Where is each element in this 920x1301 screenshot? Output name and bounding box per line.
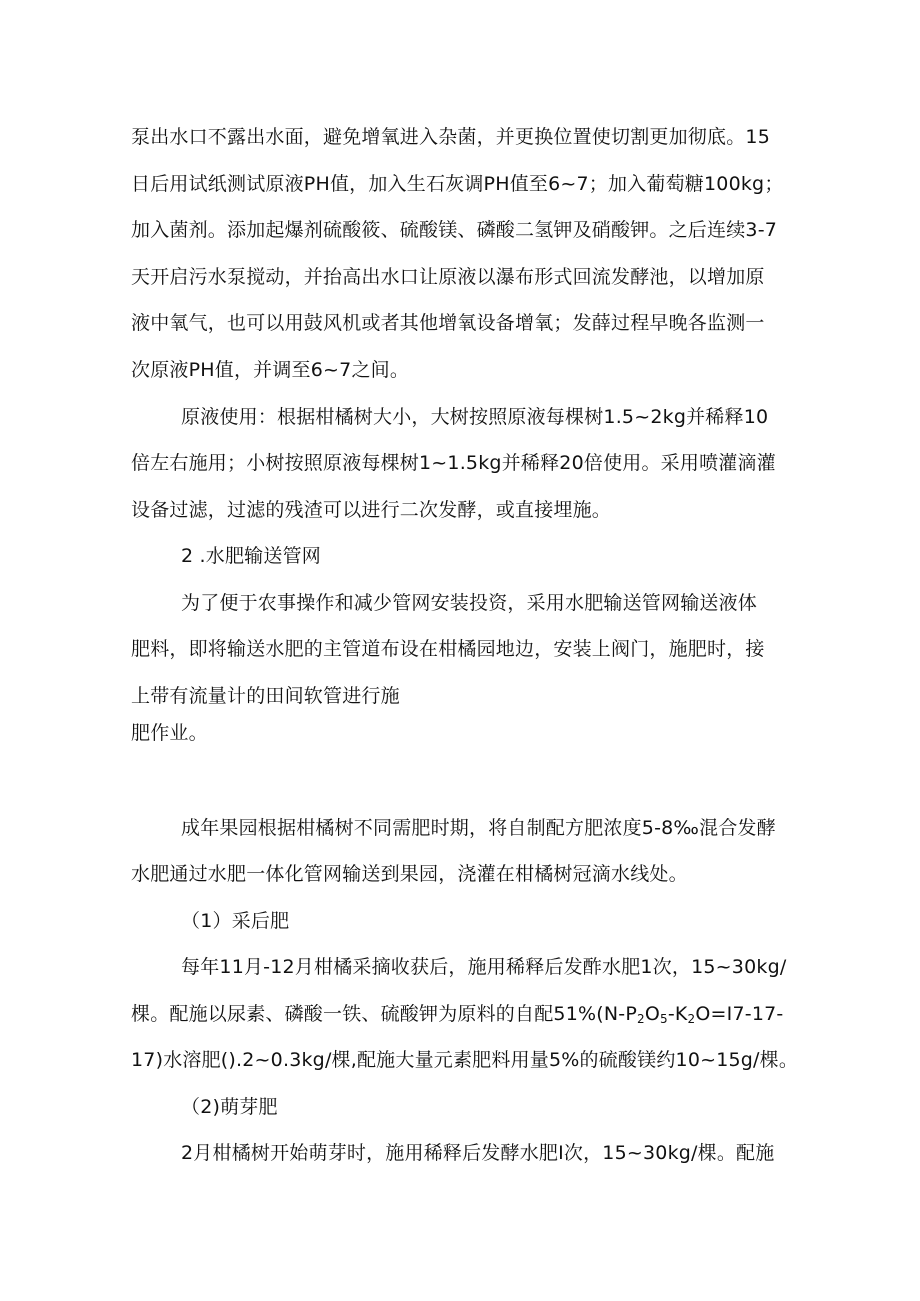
- text-line: 次原液PH值，并调至6~7之间。: [131, 359, 410, 381]
- text-line: 天开启污水泵搅动，并抬高出水口让原液以瀑布形式回流发酵池，以增加原: [131, 266, 765, 288]
- text-line: 日后用试纸测试原液PH值，加入生石灰调PH值至6~7；加入葡萄糖100kg；: [131, 173, 784, 195]
- formula-suffix: O=I7-17-: [695, 1003, 784, 1025]
- text-line: 2月柑橘树开始萌芽时，施用稀释后发酵水肥I次，15~30kg/棵。配施: [181, 1142, 775, 1164]
- text-line: 肥作业。: [131, 722, 208, 744]
- text-line: 水肥通过水肥一体化管网输送到果园，浇灌在柑橘树冠滴水线处。: [131, 863, 688, 885]
- text-line: 设备过滤，过滤的残渣可以进行二次发酵，或直接埋施。: [131, 499, 612, 521]
- formula-part: O: [644, 1003, 660, 1025]
- text-line: 加入菌剂。添加起爆剂硫酸筱、硫酸镁、磷酸二氢钾及硝酸钾。之后连续3-7: [131, 219, 778, 241]
- section-heading: 2 .水肥输送管网: [181, 545, 321, 567]
- text-line: 泵出水口不露出水面，避免增氧进入杂菌，并更换位置使切割更加彻底。15: [131, 126, 770, 148]
- sub-heading: （1）采后肥: [181, 910, 290, 932]
- formula-part: -K: [667, 1003, 688, 1025]
- subscript: 5: [659, 1012, 668, 1026]
- text-line: 每年11月-12月柑橘采摘收获后，施用稀释后发酢水肥1次，15~30kg/: [181, 956, 787, 978]
- text-line: 为了便于农事操作和减少管网安装投资，采用水肥输送管网输送液体: [181, 592, 758, 614]
- formula-prefix: 棵。配施以尿素、磷酸一铁、硫酸钾为原料的自配51%(N-P: [131, 1003, 637, 1025]
- text-line: 17)水溶肥().2~0.3kg/棵,配施大量元素肥料用量5%的硫酸镁约10~15g∕棵。: [131, 1049, 799, 1071]
- text-line: 液中氧气，也可以用鼓风机或者其他增氧设备增氧；发薛过程早晚各监测一: [131, 312, 765, 334]
- subscript: 2: [636, 1012, 645, 1026]
- text-line-formula: [131, 1001, 783, 1027]
- text-line: 肥料，即将输送水肥的主管道布设在柑橘园地边，安装上阀门，施肥时，接: [131, 638, 765, 660]
- sub-heading: （2)萌芽肥: [181, 1096, 278, 1118]
- subscript: 2: [687, 1012, 696, 1026]
- text-line: 上带有流量计的田间软管进行施: [131, 685, 400, 707]
- text-line: 倍左右施用；小树按照原液每棵树1~1.5kg并稀释20倍使用。采用喷灌滴灌: [131, 452, 776, 474]
- text-line: 成年果园根据柑橘树不同需肥时期，将自制配方肥浓度5-8‰混合发酵: [181, 817, 776, 839]
- text-line: 原液使用：根据柑橘树大小，大树按照原液每棵树1.5~2kg并稀释10: [181, 406, 769, 428]
